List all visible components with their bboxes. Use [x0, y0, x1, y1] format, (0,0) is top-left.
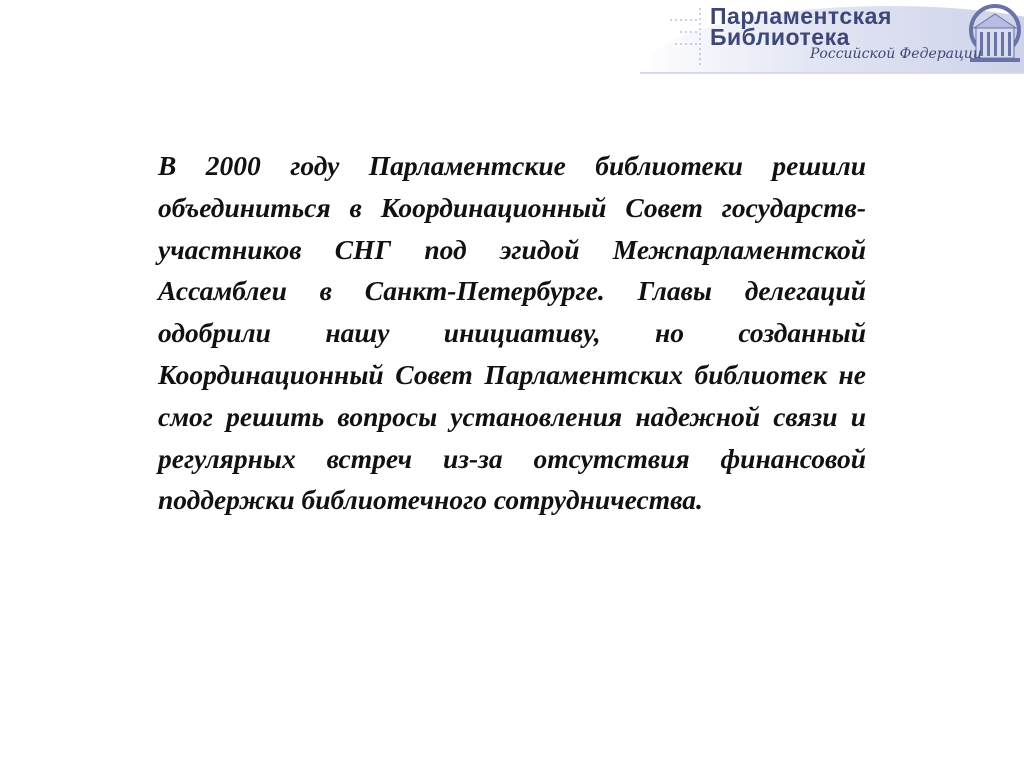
logo-subtitle: Российской Федерации — [810, 46, 982, 62]
main-paragraph: В 2000 году Парламентские библиотеки решили объединиться в Координационный Совет государств-участников СНГ под эгидой Межпарламентской Ассамблеи в Санкт-Петербурге. Главы делегаций одобрили нашу инициативу, но созданный Координационный Совет Парламентских библиотек не смог решить вопросы установления надежной связи и регулярных встреч из-за отсутствия финансовой поддержки библиотечного сотрудничества. — [158, 150, 866, 516]
logo-title-line1: Парламентская — [710, 3, 892, 29]
logo-title-line2: Библиотека — [710, 24, 850, 50]
parliamentary-library-banner — [640, 0, 1024, 74]
